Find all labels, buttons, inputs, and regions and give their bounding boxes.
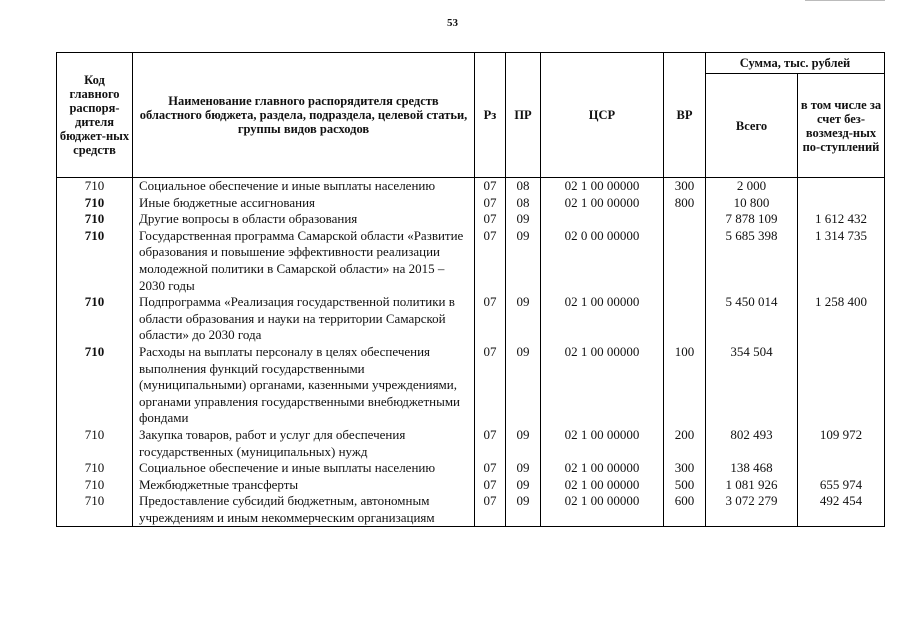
row-total: 7 878 109: [706, 211, 798, 228]
scan-edge-line: [805, 0, 885, 1]
row-code: 710: [57, 228, 133, 294]
header-sum: Сумма, тыс. рублей: [706, 53, 885, 74]
row-rz: 07: [475, 211, 506, 228]
row-code: 710: [57, 195, 133, 212]
header-vr: ВР: [664, 53, 706, 178]
row-name: Социальное обеспечение и иные выплаты населению: [133, 460, 475, 477]
row-code: 710: [57, 178, 133, 195]
row-code: 710: [57, 493, 133, 527]
budget-table: [56, 52, 885, 527]
table-row: [57, 427, 885, 460]
row-csr: 02 1 00 00000: [541, 344, 664, 427]
row-incl: 1 314 735: [798, 228, 885, 294]
row-pr: 09: [506, 493, 541, 527]
row-pr: 09: [506, 228, 541, 294]
row-csr: 02 1 00 00000: [541, 493, 664, 527]
row-csr: 02 1 00 00000: [541, 427, 664, 460]
row-vr: 100: [664, 344, 706, 427]
row-rz: 07: [475, 460, 506, 477]
header-total: Всего: [706, 74, 798, 178]
row-name: Расходы на выплаты персоналу в целях обеспечения выполнения функций государственными (муниципальными) органами, казенными учреждениями, органами управления государственными внебюджетными фондами: [133, 344, 475, 427]
row-csr: 02 0 00 00000: [541, 228, 664, 294]
row-name: Иные бюджетные ассигнования: [133, 195, 475, 212]
row-pr: 09: [506, 211, 541, 228]
row-incl: [798, 344, 885, 427]
row-vr: 200: [664, 427, 706, 460]
row-csr: [541, 211, 664, 228]
table-row: [57, 477, 885, 494]
row-pr: 09: [506, 427, 541, 460]
row-code: 710: [57, 344, 133, 427]
row-total: 354 504: [706, 344, 798, 427]
row-total: 2 000: [706, 178, 798, 195]
header-pr: ПР: [506, 53, 541, 178]
header-name: Наименование главного распорядителя средств областного бюджета, раздела, подраздела, целевой статьи, группы видов расходов: [133, 53, 475, 178]
row-csr: 02 1 00 00000: [541, 477, 664, 494]
row-incl: 1 258 400: [798, 294, 885, 344]
row-total: 3 072 279: [706, 493, 798, 527]
row-pr: 08: [506, 195, 541, 212]
row-name: Социальное обеспечение и иные выплаты населению: [133, 178, 475, 195]
header-incl: в том числе за счет без-возмезд-ных по-ступлений: [798, 74, 885, 178]
table-row: [57, 178, 885, 195]
row-rz: 07: [475, 228, 506, 294]
row-rz: 07: [475, 294, 506, 344]
row-name: Государственная программа Самарской области «Развитие образования и повышение эффективности реализации молодежной политики в Самарской области» на 2015 – 2030 годы: [133, 228, 475, 294]
row-incl: [798, 178, 885, 195]
row-code: 710: [57, 477, 133, 494]
table-row: [57, 294, 885, 344]
row-name: Закупка товаров, работ и услуг для обеспечения государственных (муниципальных) нужд: [133, 427, 475, 460]
row-pr: 09: [506, 460, 541, 477]
row-total: 138 468: [706, 460, 798, 477]
row-rz: 07: [475, 427, 506, 460]
row-vr: [664, 228, 706, 294]
row-pr: 09: [506, 294, 541, 344]
table-row: [57, 344, 885, 427]
table-row: [57, 228, 885, 294]
row-rz: 07: [475, 178, 506, 195]
row-pr: 09: [506, 344, 541, 427]
table-row: [57, 460, 885, 477]
row-incl: [798, 460, 885, 477]
row-csr: 02 1 00 00000: [541, 294, 664, 344]
row-total: 1 081 926: [706, 477, 798, 494]
row-rz: 07: [475, 344, 506, 427]
row-total: 802 493: [706, 427, 798, 460]
row-csr: 02 1 00 00000: [541, 178, 664, 195]
row-pr: 09: [506, 477, 541, 494]
row-csr: 02 1 00 00000: [541, 195, 664, 212]
row-incl: 1 612 432: [798, 211, 885, 228]
header-code: Код главного распоря-дителя бюджет-ных средств: [57, 53, 133, 178]
row-name: Предоставление субсидий бюджетным, автономным учреждениям и иным некоммерческим организациям: [133, 493, 475, 527]
row-incl: 492 454: [798, 493, 885, 527]
row-code: 710: [57, 460, 133, 477]
row-total: 5 450 014: [706, 294, 798, 344]
row-pr: 08: [506, 178, 541, 195]
table-header: [57, 53, 885, 178]
row-total: 5 685 398: [706, 228, 798, 294]
row-rz: 07: [475, 477, 506, 494]
row-incl: 655 974: [798, 477, 885, 494]
header-csr: ЦСР: [541, 53, 664, 178]
row-incl: [798, 195, 885, 212]
row-rz: 07: [475, 195, 506, 212]
row-name: Подпрограмма «Реализация государственной политики в области образования и науки на территории Самарской области» до 2030 года: [133, 294, 475, 344]
row-vr: 300: [664, 460, 706, 477]
table-body: [57, 178, 885, 527]
row-code: 710: [57, 294, 133, 344]
table-row: [57, 211, 885, 228]
row-vr: [664, 294, 706, 344]
row-vr: 300: [664, 178, 706, 195]
header-rz: Рз: [475, 53, 506, 178]
row-vr: 800: [664, 195, 706, 212]
row-code: 710: [57, 427, 133, 460]
row-code: 710: [57, 211, 133, 228]
row-vr: [664, 211, 706, 228]
row-name: Другие вопросы в области образования: [133, 211, 475, 228]
row-name: Межбюджетные трансферты: [133, 477, 475, 494]
row-vr: 500: [664, 477, 706, 494]
page-number: 53: [447, 17, 458, 29]
table-row: [57, 195, 885, 212]
row-rz: 07: [475, 493, 506, 527]
row-total: 10 800: [706, 195, 798, 212]
row-vr: 600: [664, 493, 706, 527]
row-csr: 02 1 00 00000: [541, 460, 664, 477]
table-row: [57, 493, 885, 527]
row-incl: 109 972: [798, 427, 885, 460]
